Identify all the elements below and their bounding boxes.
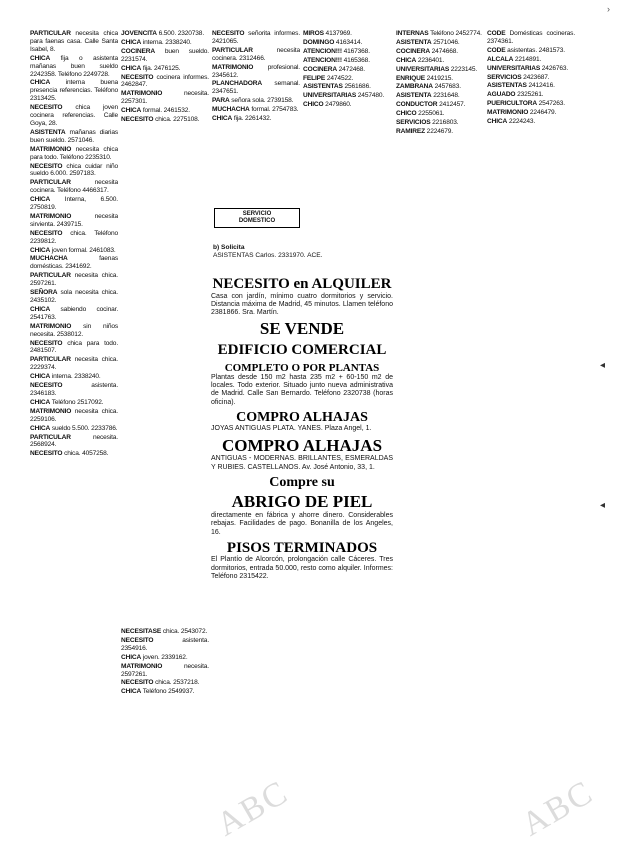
- classified-ad-text: 4163414.: [334, 38, 363, 46]
- classified-ad: [121, 116, 209, 124]
- classified-ad-heading: MATRIMONIO: [121, 662, 163, 670]
- classified-ad-heading: PARTICULAR: [30, 356, 71, 364]
- classified-ad-text: cocinera informes. 2462847.: [121, 73, 209, 89]
- classified-ad-text: 4165368.: [341, 56, 370, 64]
- classified-ad-heading: UNIVERSITARIAS: [396, 65, 450, 73]
- classified-ad: [212, 47, 300, 63]
- abc-watermark: ABC: [210, 773, 295, 844]
- classified-ad-heading: NECESITO: [121, 636, 154, 644]
- classified-ad-text: Interna, 6.500. 2750819.: [30, 196, 118, 212]
- classified-ad-text: 2223145.: [449, 65, 478, 73]
- classified-ad: [30, 30, 118, 54]
- classified-ad-heading: CHICA: [30, 398, 51, 406]
- classified-ad-heading: NECESITO: [212, 30, 245, 37]
- classified-ad-text: necesita chica. 2259106.: [30, 407, 118, 423]
- margin-arrow: ◂: [600, 360, 606, 371]
- display-ad-heading: PISOS TERMINADOS: [226, 539, 378, 556]
- classified-ad-heading: ZAMBRANA: [396, 83, 433, 91]
- classified-ad-text: buen sueldo. 2231574.: [121, 47, 209, 63]
- classified-ad-text: 6.500. 2320738.: [156, 30, 205, 37]
- classified-ad: [30, 79, 118, 103]
- classified-ad-heading: MATRIMONIO: [487, 109, 529, 117]
- classified-ad-heading: ATENCION!!!: [303, 47, 342, 55]
- classified-ad-text: 2457683.: [432, 83, 461, 91]
- classified-ad-text: faenas domésticas. 2341692.: [30, 255, 118, 271]
- page-corner-mark: ›: [607, 4, 610, 14]
- classified-ad: [30, 408, 118, 424]
- classified-ad-heading: FELIPE: [303, 74, 326, 82]
- classified-ad-heading: NECESITO: [30, 229, 63, 237]
- classified-ad: [303, 92, 393, 100]
- classified-ad-text: chica. 2537218.: [153, 679, 200, 687]
- classified-ad-heading: ASISTENTA: [30, 128, 66, 136]
- classified-ad: [303, 57, 393, 65]
- classified-ad-text: 2224679.: [425, 127, 453, 135]
- classified-ad-heading: CHICA: [121, 64, 142, 72]
- classified-ad-text: 2561686.: [342, 83, 371, 91]
- classified-ad-heading: MATRIMONIO: [30, 407, 72, 415]
- classified-ad: [396, 101, 484, 109]
- classified-ad-heading: CHICA: [30, 424, 51, 432]
- display-ad: [211, 362, 393, 407]
- classified-ad: [487, 47, 575, 55]
- classified-ad-text: 4137969.: [323, 30, 352, 37]
- servicio-domestico-box: [214, 208, 300, 228]
- classified-ad-text: necesita. 2568924.: [30, 433, 118, 449]
- classified-ad-text: profesional. 2345612.: [212, 63, 300, 79]
- classified-ad-heading: CHICA: [121, 38, 142, 46]
- classified-ad-heading: MATRIMONIO: [30, 322, 72, 330]
- classified-ad-heading: MATRIMONIO: [212, 63, 254, 71]
- classified-ad-text: chica. Teléfono 2239812.: [30, 229, 118, 245]
- display-ad: [211, 342, 393, 359]
- classified-column-2-lower: [121, 628, 209, 844]
- classified-ad: [212, 64, 300, 80]
- classified-ad-heading: JOVENCITA: [121, 30, 157, 37]
- classified-ad-heading: PARTICULAR: [212, 46, 253, 54]
- classified-ad: [30, 104, 118, 128]
- classified-ad-heading: SERVICIOS: [487, 73, 522, 81]
- classified-ad: [396, 83, 484, 91]
- classified-ad: [396, 30, 484, 38]
- display-ad-text: Casa con jardín, mínimo cuatro dormitorios y servicio. Distancia máxima de Madrid, 45 minutos. Llamen teléfono 2381866. Sra. Martín.: [211, 292, 393, 317]
- classified-ad-text: 2236401.: [416, 56, 445, 64]
- classified-ad-heading: NECESITO: [121, 116, 154, 124]
- classified-ad-heading: NECESITO: [30, 162, 63, 170]
- classified-ad-heading: CHICO: [303, 101, 324, 109]
- classified-ad: [396, 66, 484, 74]
- classified-ad-text: 2216803.: [430, 119, 459, 127]
- classified-ad: [121, 654, 209, 662]
- classified-ad: [30, 356, 118, 372]
- classified-ad-heading: NECESITO: [30, 382, 63, 390]
- display-ad: [211, 493, 393, 537]
- classified-ad-heading: CODE: [487, 46, 506, 54]
- classified-ad-text: Teléfono 2549937.: [141, 688, 195, 696]
- display-ad-heading: SE VENDE: [259, 319, 345, 339]
- display-ad-text: ANTIGUAS - MODERNAS. BRILLANTES, ESMERALDAS Y RUBIES. CASTELLANOS. Av. José Antonio, 33, 1.: [211, 455, 393, 471]
- servicio-line-2: DOMESTICO: [238, 218, 276, 224]
- display-ads: [211, 276, 393, 584]
- display-ad: [211, 320, 393, 339]
- classified-ad-text: necesita chica para todo. Teléfono 2235310.: [30, 145, 118, 161]
- classified-ad-text: semanal. 2347651.: [212, 80, 300, 96]
- display-ad: [211, 276, 393, 317]
- classified-ad-text: 2474668.: [429, 47, 458, 55]
- classified-ad-text: 2419215.: [425, 74, 453, 82]
- classified-ad-text: 2479860.: [323, 101, 352, 109]
- classified-ad-heading: ATENCION!!!: [303, 56, 342, 64]
- classified-ad-heading: CHICA: [30, 79, 51, 87]
- classified-ad-text: 2474522.: [325, 74, 354, 82]
- classified-ad-text: formal. 2461532.: [141, 107, 190, 115]
- classified-ad-text: 2423687.: [521, 73, 550, 81]
- classified-ad-heading: INTERNAS: [396, 30, 429, 37]
- classified-ad-heading: NECESITO: [121, 73, 154, 81]
- classified-ad-heading: CHICA: [121, 653, 142, 661]
- classified-ad: [396, 128, 484, 136]
- classified-ad: [121, 65, 209, 73]
- classified-ad: [121, 39, 209, 47]
- classified-ad: [487, 118, 575, 126]
- classified-ad-text: sin niños necesita. 2538012.: [30, 322, 118, 338]
- classified-ad-heading: AGUADO: [487, 91, 516, 99]
- classified-ad-text: sueldo 5.500. 2233786.: [50, 424, 118, 432]
- classified-ad-heading: MUCHACHA: [30, 255, 68, 263]
- classified-ad-heading: CHICO: [396, 110, 417, 118]
- classified-ad: [30, 163, 118, 179]
- classified-ad-text: 2214891.: [513, 55, 542, 63]
- classified-ad-heading: PARTICULAR: [30, 179, 71, 187]
- classified-ad: [396, 39, 484, 47]
- classified-ad-heading: ASISTENTA: [396, 92, 432, 100]
- classified-ad-heading: DOMINGO: [303, 38, 335, 46]
- classified-ad: [30, 146, 118, 162]
- classified-ad-text: joven. 2339162.: [141, 653, 188, 661]
- solicita-section: [213, 244, 393, 260]
- classified-ad-heading: CHICA: [30, 246, 51, 254]
- classified-ad-text: Domésticas cocineras. 2374361.: [487, 30, 575, 45]
- classified-column-6: [487, 30, 575, 844]
- classified-ad: [30, 179, 118, 195]
- classified-ad-heading: CHICA: [30, 305, 51, 313]
- display-ad-text: Plantas desde 150 m2 hasta 235 m2 + 60-150 m2 de locales. Todo exterior. Situado junto nueva administrativa de Madrid. Calle San Bernardo. Teléfono 2320738 (horas oficina).: [211, 373, 393, 406]
- classified-ad-heading: MIROS: [303, 30, 324, 37]
- classified-ad: [303, 66, 393, 74]
- classified-ad-heading: CHICA: [396, 56, 417, 64]
- classified-ad-heading: PARTICULAR: [30, 30, 71, 37]
- classified-ad-heading: PARTICULAR: [30, 433, 71, 441]
- classified-ad-heading: ASISTENTA: [396, 38, 432, 46]
- display-ad-text: directamente en fábrica y ahorre dinero. Considerables rebajas. Facilidades de pago. Bonanilla de los Angeles, 16.: [211, 511, 393, 536]
- classified-ad: [30, 129, 118, 145]
- classified-ad-text: 2224243.: [507, 118, 536, 126]
- classified-ad: [30, 434, 118, 450]
- classified-ad-text: sola necesita chica. 2435102.: [30, 289, 118, 304]
- classified-ad-text: 2412416.: [526, 82, 555, 90]
- classified-ad: [30, 340, 118, 356]
- classified-ad: [121, 637, 209, 653]
- classified-ad-heading: COCINERA: [396, 47, 430, 55]
- classified-ad-heading: MATRIMONIO: [121, 90, 163, 98]
- classified-ad-heading: SEÑORA: [30, 289, 58, 297]
- classified-ad: [121, 688, 209, 696]
- classified-ad: [487, 82, 575, 90]
- classified-ad-text: joven formal. 2461083.: [50, 246, 116, 254]
- classified-ad-text: Teléfono 2452774.: [428, 30, 482, 37]
- classified-ad: [303, 30, 393, 38]
- classified-ad-heading: CHICA: [30, 373, 51, 381]
- classified-ad-text: señora sola. 2739158.: [229, 97, 294, 105]
- classified-ad-heading: UNIVERSITARIAS: [303, 92, 357, 100]
- classified-ad-text: necesita chica. 2229374.: [30, 356, 118, 372]
- classified-ad-text: 2571046.: [431, 38, 460, 46]
- classified-ad-text: interna. 2338240.: [50, 373, 101, 381]
- classified-column-4: [303, 30, 393, 262]
- abc-watermark: ABC: [515, 773, 600, 844]
- classified-ad-text: Teléfono 2517092.: [50, 398, 104, 406]
- classified-ad-text: 2412457.: [437, 101, 466, 109]
- classified-ad: [30, 247, 118, 255]
- display-ad-text: JOYAS ANTIGUAS PLATA. YANES. Plaza Angel, 1.: [211, 425, 372, 433]
- classified-ad: [30, 196, 118, 212]
- classified-ad-heading: NECESITO: [30, 339, 63, 347]
- classified-ad: [212, 30, 300, 46]
- classified-ad-heading: CHICA: [212, 115, 233, 123]
- classified-ad: [303, 101, 393, 109]
- classified-ad-heading: MATRIMONIO: [30, 212, 72, 220]
- classified-ad-text: necesita chica. 2597261.: [30, 272, 118, 288]
- classified-ad-heading: NECESITO: [30, 450, 63, 458]
- classified-ad: [30, 230, 118, 246]
- classified-ad: [121, 679, 209, 687]
- classified-ad-text: fija. 2261432.: [232, 115, 272, 123]
- classified-ad: [121, 107, 209, 115]
- classified-ad-heading: ASISTENTAS: [303, 83, 343, 91]
- classified-ad-heading: ENRIQUE: [396, 74, 425, 82]
- classified-ad: [121, 90, 209, 106]
- classified-ad: [212, 80, 300, 96]
- display-ad: [211, 437, 393, 472]
- classified-ad: [487, 56, 575, 64]
- classified-ad: [396, 110, 484, 118]
- classified-column-5: [396, 30, 484, 844]
- classified-ad-text: chica joven cocinera referencias. Calle Goya, 28.: [30, 104, 118, 127]
- classified-ad: [487, 74, 575, 82]
- display-ad-text: El Plantío de Alcorcón, prolongación calle Cáceres. Tres dormitorios, entrada 50.000, resto como alquiler. Informes: Teléfono 2315422.: [211, 556, 393, 580]
- classified-ad-heading: CHICA: [487, 118, 508, 126]
- display-ad-heading: ABRIGO DE PIEL: [231, 492, 373, 512]
- classified-ad-heading: RAMIREZ: [396, 127, 425, 135]
- classified-ad: [303, 48, 393, 56]
- classified-ad: [30, 213, 118, 229]
- classified-ad-heading: PLANCHADORA: [212, 80, 262, 88]
- display-ad-heading: NECESITO en ALQUILER: [212, 276, 392, 292]
- classified-ad-heading: PARA: [212, 97, 230, 105]
- classified-ad-text: necesita. 2597261.: [121, 662, 209, 678]
- classified-ad: [396, 75, 484, 83]
- solicita-text: ASISTENTAS Carlos. 2331970. ACE.: [213, 251, 323, 259]
- classified-ad: [30, 306, 118, 322]
- display-ad: [211, 410, 393, 434]
- display-ad-heading: COMPRO ALHAJAS: [236, 409, 368, 425]
- classified-ad: [212, 106, 300, 114]
- display-ad-heading: COMPLETO O POR PLANTAS: [224, 361, 380, 374]
- classified-ad-text: asistenta. 2346183.: [30, 382, 118, 397]
- classified-ad: [396, 57, 484, 65]
- classified-ad-text: 2457480.: [356, 92, 385, 100]
- classified-ad: [303, 39, 393, 47]
- margin-arrow: ◂: [600, 500, 606, 511]
- classified-ad: [30, 289, 118, 305]
- classified-ad-text: señorita informes. 2421065.: [212, 30, 300, 45]
- classified-ad-heading: MUCHACHA: [212, 106, 250, 114]
- classified-ad-text: sabiendo cocinar. 2541763.: [30, 305, 118, 321]
- classified-ad-heading: SERVICIOS: [396, 119, 431, 127]
- classified-ad: [30, 55, 118, 79]
- classified-ad-heading: NECESITO: [121, 679, 154, 687]
- classified-ad-text: necesita cocinera. Teléfono 4466317.: [30, 179, 118, 195]
- classified-ad-text: 2325261.: [515, 91, 544, 99]
- classified-ad: [396, 119, 484, 127]
- classified-ad: [121, 663, 209, 679]
- classified-ad: [30, 425, 118, 433]
- classified-ad: [30, 272, 118, 288]
- classified-ad: [487, 109, 575, 117]
- servicio-line-1: SERVICIO: [242, 211, 272, 217]
- classified-ad-heading: CHICA: [30, 196, 51, 204]
- classified-ad-text: asistenta. 2354916.: [121, 636, 209, 652]
- classified-ad-text: necesita. 2257301.: [121, 90, 209, 106]
- classified-ad-text: interna. 2338240.: [141, 38, 192, 46]
- classified-ad-heading: COCINERA: [121, 47, 155, 55]
- classified-ad-text: asistentas. 2481573.: [505, 46, 565, 54]
- classified-ad: [30, 382, 118, 398]
- classified-ad: [487, 91, 575, 99]
- classified-ad: [487, 65, 575, 73]
- classified-ad-heading: CODE: [487, 30, 506, 37]
- classified-column-2: [121, 30, 209, 280]
- solicita-label: b) Solicita: [213, 244, 245, 251]
- classified-ad: [30, 399, 118, 407]
- classified-ad-text: fija. 2476125.: [141, 64, 181, 72]
- classified-ad: [121, 48, 209, 64]
- classified-ad: [303, 83, 393, 91]
- classified-ad: [121, 30, 209, 38]
- classified-ad: [396, 92, 484, 100]
- classified-ad: [121, 74, 209, 90]
- display-ad: [211, 540, 393, 581]
- classified-ad-text: chica para todo. 2481507.: [30, 339, 118, 355]
- classified-ad: [212, 115, 300, 123]
- display-ad-heading: EDIFICIO COMERCIAL: [217, 342, 387, 359]
- classified-ad-text: mañanas diarias buen sueldo. 2571046.: [30, 128, 118, 144]
- classified-ad: [212, 97, 300, 105]
- classified-ad-heading: ASISTENTAS: [487, 82, 527, 90]
- classified-ad: [487, 30, 575, 46]
- classified-ad-text: 2246479.: [528, 109, 557, 117]
- classified-ad-heading: ALCALA: [487, 55, 514, 63]
- classified-ad-text: 2231648.: [431, 92, 460, 100]
- classified-ad-text: formal. 2754783.: [249, 106, 299, 114]
- classified-ad-text: chica. 2543072.: [161, 628, 208, 635]
- classified-ad-heading: CONDUCTOR: [396, 101, 438, 109]
- classified-ad-heading: NECESITASE: [121, 628, 162, 635]
- classified-ad-text: necesita cocinera. 2312466.: [212, 46, 300, 62]
- classified-ad-text: 2255061.: [416, 110, 445, 118]
- classified-ad-heading: PUERICULTORA: [487, 100, 537, 108]
- classified-ad-text: 2547263.: [536, 100, 565, 108]
- classified-ad: [30, 450, 118, 458]
- classified-ad-heading: CHICA: [121, 107, 142, 115]
- classified-ad-heading: PARTICULAR: [30, 272, 71, 280]
- classified-ad-heading: UNIVERSITARIAS: [487, 64, 541, 72]
- classified-ad-heading: CHICA: [30, 54, 51, 62]
- classified-ad-heading: NECESITO: [30, 104, 63, 112]
- classified-ad-heading: COCINERA: [303, 65, 337, 73]
- classified-column-1: [30, 30, 118, 844]
- classified-ad-text: 2426763.: [540, 64, 569, 72]
- classified-ad-heading: MATRIMONIO: [30, 145, 72, 153]
- classified-ad-text: 2472468.: [336, 65, 365, 73]
- classified-ad: [30, 373, 118, 381]
- display-ad-heading: COMPRO ALHAJAS: [221, 435, 383, 455]
- classified-ad-text: chica. 4057258.: [62, 450, 109, 458]
- classified-ad-text: fija o asistenta mañanas buen sueldo 2242358. Teléfono 2249728.: [30, 54, 118, 78]
- classified-ad-text: interna buena presencia referencias. Teléfono 2313425.: [30, 79, 118, 103]
- classified-ad: [30, 255, 118, 271]
- classified-ad: [396, 48, 484, 56]
- classified-ad: [121, 628, 209, 636]
- classified-ad-text: chica cuidar niño sueldo 6.000. 2597183.: [30, 162, 118, 178]
- classified-ad-heading: CHICA: [121, 688, 142, 696]
- classified-ad: [303, 75, 393, 83]
- display-ad-heading: Compre su: [269, 474, 335, 490]
- classified-ad-text: necesita chica para faenas casa. Calle Santa Isabel, 8.: [30, 30, 118, 53]
- classified-ad-text: chica. 2275108.: [153, 116, 200, 124]
- classified-ad: [487, 100, 575, 108]
- classified-ad: [30, 323, 118, 339]
- classified-ad-text: 4167368.: [341, 47, 370, 55]
- classified-ad-text: necesita sirvienta. 2439715.: [30, 212, 118, 228]
- display-ad: [211, 475, 393, 490]
